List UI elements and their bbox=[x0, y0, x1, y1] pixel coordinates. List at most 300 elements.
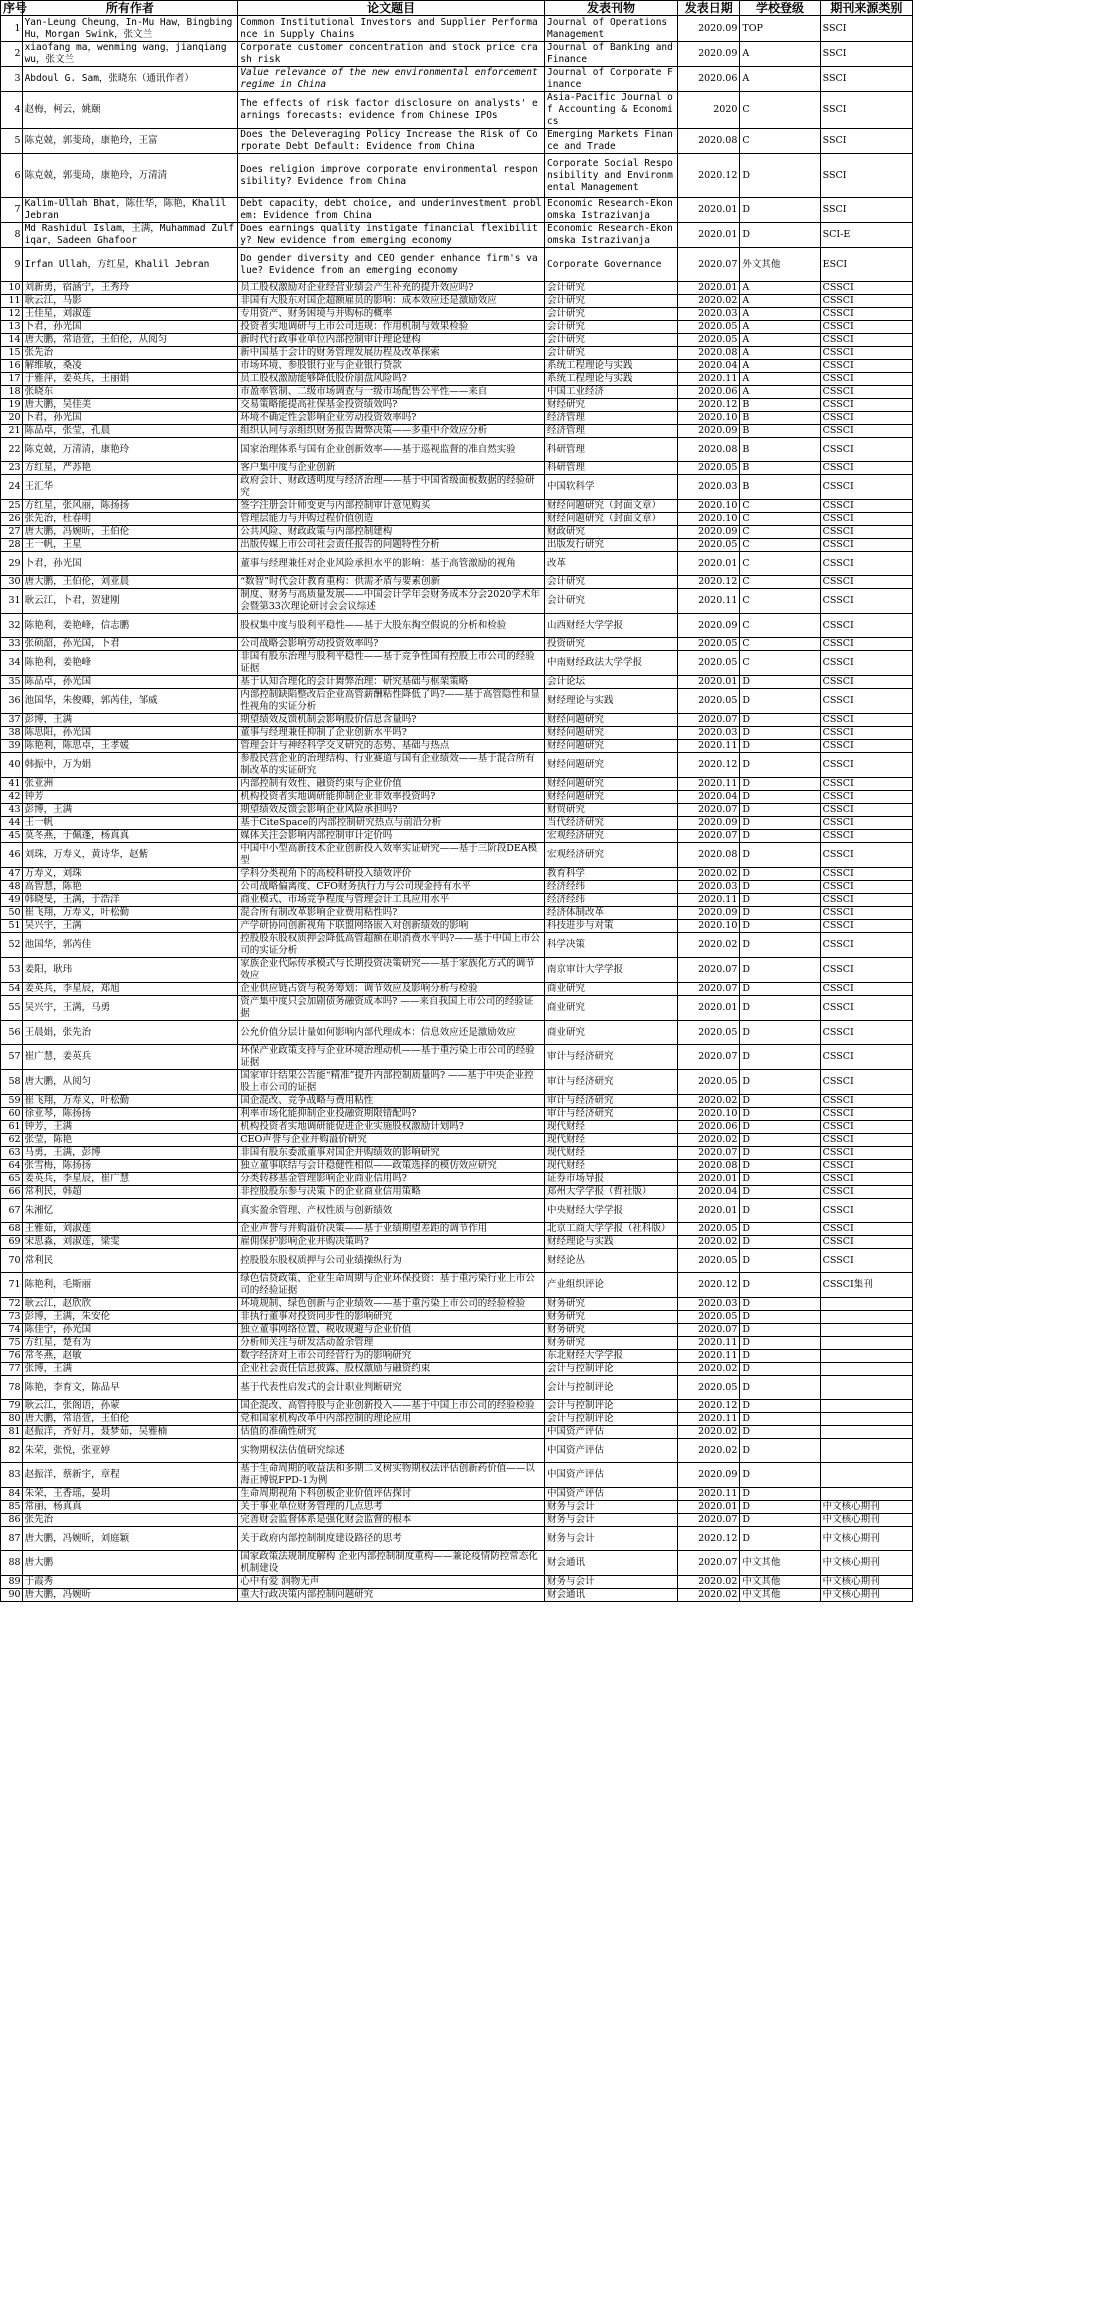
cell-source: CSSCI bbox=[820, 589, 912, 614]
cell-title: 机构投资者实地调研能抑制企业非效率投资吗? bbox=[238, 791, 545, 804]
cell-no: 5 bbox=[1, 129, 23, 154]
cell-no: 16 bbox=[1, 360, 23, 373]
table-row bbox=[1, 996, 913, 1021]
cell-no: 74 bbox=[1, 1324, 23, 1337]
cell-authors: 崔飞翔，万寿义，叶松勤 bbox=[22, 1095, 238, 1108]
cell-source: 中文核心期刊 bbox=[820, 1576, 912, 1589]
table-row bbox=[1, 589, 913, 614]
cell-journal: 会计研究 bbox=[545, 347, 678, 360]
cell-date: 2020.02 bbox=[678, 295, 740, 308]
cell-title: 管理会计与神经科学交叉研究的态势、基础与热点 bbox=[238, 740, 545, 753]
cell-journal: Journal of Corporate Finance bbox=[545, 67, 678, 92]
cell-title: 董事与经理兼任抑制了企业创新水平吗? bbox=[238, 727, 545, 740]
cell-title: 分类转移基金管理影响企业商业信用吗? bbox=[238, 1173, 545, 1186]
cell-title: Does earnings quality instigate financial flexibility? New evidence from emerging economy bbox=[238, 223, 545, 248]
cell-grade: D bbox=[740, 830, 820, 843]
table-row bbox=[1, 983, 913, 996]
cell-journal: 中国软科学 bbox=[545, 475, 678, 500]
header-no: 序号 bbox=[1, 1, 23, 16]
cell-authors: 王一帆 bbox=[22, 817, 238, 830]
table-row bbox=[1, 223, 913, 248]
cell-authors: 陈克兢，万清清，康艳玲 bbox=[22, 438, 238, 462]
table-row bbox=[1, 462, 913, 475]
cell-date: 2020.09 bbox=[678, 817, 740, 830]
cell-journal: Emerging Markets Finance and Trade bbox=[545, 129, 678, 154]
cell-grade: D bbox=[740, 843, 820, 868]
cell-source: CSSCI bbox=[820, 1070, 912, 1095]
cell-date: 2020.02 bbox=[678, 1589, 740, 1602]
cell-source: CSSCI bbox=[820, 920, 912, 933]
cell-authors: 陈佳宁，孙光国 bbox=[22, 1324, 238, 1337]
cell-title: 控股股东股权质押会降低高管超额在职消费水平吗?——基于中国上市公司的实证分析 bbox=[238, 933, 545, 958]
cell-source: CSSCI bbox=[820, 321, 912, 334]
cell-date: 2020.03 bbox=[678, 308, 740, 321]
cell-date: 2020.02 bbox=[678, 1576, 740, 1589]
cell-authors: 王佳星，刘淑莲 bbox=[22, 308, 238, 321]
table-row bbox=[1, 1199, 913, 1223]
cell-no: 61 bbox=[1, 1121, 23, 1134]
cell-source bbox=[820, 1350, 912, 1363]
cell-journal: Asia-Pacific Journal of Accounting & Economics bbox=[545, 92, 678, 129]
cell-journal: 财经理论与实践 bbox=[545, 689, 678, 714]
cell-grade: D bbox=[740, 740, 820, 753]
cell-journal: 宏观经济研究 bbox=[545, 830, 678, 843]
cell-authors: 常利民 bbox=[22, 1249, 238, 1273]
cell-no: 42 bbox=[1, 791, 23, 804]
table-row bbox=[1, 727, 913, 740]
cell-no: 79 bbox=[1, 1400, 23, 1413]
cell-authors: 彭博，王满 bbox=[22, 714, 238, 727]
cell-title: Does the Deleveraging Policy Increase the Risk of Corporate Debt Default: Evidence from China bbox=[238, 129, 545, 154]
cell-authors: 耿云江，张阁语，孙蒙 bbox=[22, 1400, 238, 1413]
cell-journal: 财务研究 bbox=[545, 1337, 678, 1350]
table-row bbox=[1, 933, 913, 958]
cell-journal: 会计研究 bbox=[545, 321, 678, 334]
cell-source: CSSCI bbox=[820, 1108, 912, 1121]
cell-authors: 刘珠，万寿义，黄诗华，赵紫 bbox=[22, 843, 238, 868]
cell-grade: B bbox=[740, 475, 820, 500]
table-row bbox=[1, 1514, 913, 1527]
cell-grade: D bbox=[740, 804, 820, 817]
cell-date: 2020.01 bbox=[678, 1199, 740, 1223]
cell-no: 35 bbox=[1, 676, 23, 689]
table-row bbox=[1, 1413, 913, 1426]
cell-grade: D bbox=[740, 1249, 820, 1273]
table-row bbox=[1, 843, 913, 868]
table-row bbox=[1, 1324, 913, 1337]
cell-source: CSSCI bbox=[820, 676, 912, 689]
cell-journal: 财贸研究 bbox=[545, 804, 678, 817]
cell-date: 2020.05 bbox=[678, 539, 740, 552]
cell-date: 2020.07 bbox=[678, 958, 740, 983]
cell-journal: 现代财经 bbox=[545, 1147, 678, 1160]
cell-journal: 会计研究 bbox=[545, 589, 678, 614]
cell-date: 2020.11 bbox=[678, 1488, 740, 1501]
cell-journal: 系统工程理论与实践 bbox=[545, 360, 678, 373]
cell-source: SSCI bbox=[820, 42, 912, 67]
cell-title: 雇佣保护影响企业并购决策吗? bbox=[238, 1236, 545, 1249]
cell-no: 90 bbox=[1, 1589, 23, 1602]
cell-no: 39 bbox=[1, 740, 23, 753]
cell-authors: 唐大鹏，吴佳美 bbox=[22, 399, 238, 412]
cell-date: 2020.11 bbox=[678, 1337, 740, 1350]
cell-date: 2020.05 bbox=[678, 1249, 740, 1273]
cell-grade: D bbox=[740, 1045, 820, 1070]
cell-no: 62 bbox=[1, 1134, 23, 1147]
table-row bbox=[1, 552, 913, 576]
cell-grade: A bbox=[740, 373, 820, 386]
cell-title: 环境不确定性会影响企业劳动投资效率吗? bbox=[238, 412, 545, 425]
cell-title: 完善财会监督体系是强化财会监督的根本 bbox=[238, 1514, 545, 1527]
table-row bbox=[1, 894, 913, 907]
cell-date: 2020.02 bbox=[678, 868, 740, 881]
cell-source: CSSCI bbox=[820, 1134, 912, 1147]
cell-no: 26 bbox=[1, 513, 23, 526]
cell-no: 67 bbox=[1, 1199, 23, 1223]
cell-journal: 会计研究 bbox=[545, 295, 678, 308]
cell-authors: 张先治 bbox=[22, 347, 238, 360]
cell-source: CSSCI bbox=[820, 1160, 912, 1173]
table-row bbox=[1, 638, 913, 651]
cell-journal: Journal of Operations Management bbox=[545, 16, 678, 42]
cell-journal: 财经问题研究 bbox=[545, 778, 678, 791]
cell-authors: Kalim-Ullah Bhat，陈仕华，陈艳，Khalil Jebran bbox=[22, 198, 238, 223]
cell-source: CSSCI bbox=[820, 1121, 912, 1134]
cell-source: SSCI bbox=[820, 198, 912, 223]
cell-journal: 财务与会计 bbox=[545, 1514, 678, 1527]
cell-authors: 崔飞翔，万寿义，叶松勤 bbox=[22, 907, 238, 920]
cell-no: 22 bbox=[1, 438, 23, 462]
table-row bbox=[1, 1160, 913, 1173]
cell-authors: 陈艳，李育文，陈品早 bbox=[22, 1376, 238, 1400]
cell-title: 非执行董事对投资同步性的影响研究 bbox=[238, 1311, 545, 1324]
cell-journal: 出版发行研究 bbox=[545, 539, 678, 552]
table-row bbox=[1, 1463, 913, 1488]
cell-title: 混合所有制改革影响企业费用粘性吗? bbox=[238, 907, 545, 920]
cell-journal: Journal of Banking and Finance bbox=[545, 42, 678, 67]
cell-title: 员工股权激励对企业经营业绩会产生补充的提升效应吗? bbox=[238, 282, 545, 295]
cell-grade: D bbox=[740, 1363, 820, 1376]
cell-title: “数智”时代会计教育重构：供需矛盾与要素创新 bbox=[238, 576, 545, 589]
cell-title: 专用资产、财务困境与并购标的概率 bbox=[238, 308, 545, 321]
table-row bbox=[1, 651, 913, 676]
cell-authors: 耿云江，马影 bbox=[22, 295, 238, 308]
cell-date: 2020.01 bbox=[678, 1501, 740, 1514]
cell-date: 2020.02 bbox=[678, 1236, 740, 1249]
cell-date: 2020.03 bbox=[678, 881, 740, 894]
table-row bbox=[1, 1576, 913, 1589]
table-row bbox=[1, 1186, 913, 1199]
cell-journal: 中南财经政法大学学报 bbox=[545, 651, 678, 676]
cell-journal: 教育科学 bbox=[545, 868, 678, 881]
table-row bbox=[1, 1400, 913, 1413]
cell-grade: D bbox=[740, 778, 820, 791]
cell-journal: 财务与会计 bbox=[545, 1527, 678, 1551]
cell-source: CSSCI bbox=[820, 689, 912, 714]
cell-journal: 审计与经济研究 bbox=[545, 1070, 678, 1095]
cell-date: 2020.05 bbox=[678, 334, 740, 347]
cell-source: CSSCI bbox=[820, 881, 912, 894]
table-row bbox=[1, 1527, 913, 1551]
cell-source: 中文核心期刊 bbox=[820, 1589, 912, 1602]
cell-grade: D bbox=[740, 727, 820, 740]
cell-date: 2020.06 bbox=[678, 386, 740, 399]
cell-authors: 马勇，王满，彭博 bbox=[22, 1147, 238, 1160]
cell-title: Do gender diversity and CEO gender enhance firm's value? Evidence from an emerging economy bbox=[238, 248, 545, 282]
cell-journal: 经济经纬 bbox=[545, 894, 678, 907]
cell-no: 28 bbox=[1, 539, 23, 552]
cell-authors: 唐大鹏，王伯伦，刘亚晨 bbox=[22, 576, 238, 589]
cell-title: 制度、财务与高质量发展——中国会计学年会财务成本分会2020学术年会暨第33次理论研讨会会议综述 bbox=[238, 589, 545, 614]
cell-no: 49 bbox=[1, 894, 23, 907]
cell-source: CSSCI bbox=[820, 791, 912, 804]
cell-journal: 当代经济研究 bbox=[545, 817, 678, 830]
cell-grade: C bbox=[740, 92, 820, 129]
cell-source: SSCI bbox=[820, 129, 912, 154]
cell-source: SSCI bbox=[820, 92, 912, 129]
cell-title: 绿色信贷政策、企业生命周期与企业环保投资：基于重污染行业上市公司的经验证据 bbox=[238, 1273, 545, 1298]
cell-grade: 中文其他 bbox=[740, 1551, 820, 1576]
cell-grade: A bbox=[740, 386, 820, 399]
table-row bbox=[1, 308, 913, 321]
cell-source bbox=[820, 1463, 912, 1488]
cell-title: 独立董事网络位置、税收规避与企业价值 bbox=[238, 1324, 545, 1337]
table-row bbox=[1, 1249, 913, 1273]
cell-source: CSSCI bbox=[820, 334, 912, 347]
cell-grade: A bbox=[740, 334, 820, 347]
cell-no: 32 bbox=[1, 614, 23, 638]
cell-source: CSSCI bbox=[820, 753, 912, 778]
cell-date: 2020.07 bbox=[678, 1514, 740, 1527]
cell-no: 37 bbox=[1, 714, 23, 727]
cell-grade: D bbox=[740, 676, 820, 689]
cell-authors: 韩晓旻，王满，于浩洋 bbox=[22, 894, 238, 907]
cell-grade: C bbox=[740, 576, 820, 589]
cell-grade: D bbox=[740, 1199, 820, 1223]
table-row bbox=[1, 1236, 913, 1249]
table-row bbox=[1, 129, 913, 154]
cell-no: 64 bbox=[1, 1160, 23, 1173]
table-row bbox=[1, 1095, 913, 1108]
cell-no: 38 bbox=[1, 727, 23, 740]
cell-title: 控股股东股权质押与公司业绩操纵行为 bbox=[238, 1249, 545, 1273]
cell-source: CSSCI bbox=[820, 958, 912, 983]
cell-journal: 科技进步与对策 bbox=[545, 920, 678, 933]
header-source: 期刊来源类别 bbox=[820, 1, 912, 16]
table-row bbox=[1, 676, 913, 689]
cell-title: 非国有股东委派董事对国企并购绩效的影响研究 bbox=[238, 1147, 545, 1160]
cell-grade: D bbox=[740, 1324, 820, 1337]
cell-source: CSSCI bbox=[820, 526, 912, 539]
table-row bbox=[1, 817, 913, 830]
cell-source: CSSCI bbox=[820, 386, 912, 399]
cell-journal: 现代财经 bbox=[545, 1134, 678, 1147]
cell-no: 47 bbox=[1, 868, 23, 881]
cell-grade: C bbox=[740, 513, 820, 526]
table-body bbox=[1, 16, 913, 1602]
cell-grade: D bbox=[740, 1426, 820, 1439]
cell-title: 国家审计结果公告能“精准”提升内部控制质量吗? ——基于中央企业控股上市公司的证据 bbox=[238, 1070, 545, 1095]
table-row bbox=[1, 1376, 913, 1400]
cell-date: 2020.01 bbox=[678, 676, 740, 689]
cell-authors: 朱荣，张悦，张亚婷 bbox=[22, 1439, 238, 1463]
cell-title: 独立董事联结与会计稳健性相似——政策选择的模仿效应研究 bbox=[238, 1160, 545, 1173]
cell-authors: 王汇华 bbox=[22, 475, 238, 500]
table-row bbox=[1, 778, 913, 791]
cell-grade: A bbox=[740, 360, 820, 373]
cell-authors: 陈艳利，姜艳峰，信志鹏 bbox=[22, 614, 238, 638]
cell-date: 2020.07 bbox=[678, 983, 740, 996]
cell-date: 2020.09 bbox=[678, 907, 740, 920]
cell-date: 2020.05 bbox=[678, 1223, 740, 1236]
cell-source: CSSCI bbox=[820, 817, 912, 830]
cell-grade: A bbox=[740, 321, 820, 334]
cell-source: SSCI bbox=[820, 16, 912, 42]
cell-date: 2020.06 bbox=[678, 1121, 740, 1134]
cell-no: 18 bbox=[1, 386, 23, 399]
cell-journal: 现代财经 bbox=[545, 1160, 678, 1173]
cell-title: CEO声誉与企业并购溢价研究 bbox=[238, 1134, 545, 1147]
cell-journal: 投资研究 bbox=[545, 638, 678, 651]
cell-date: 2020.09 bbox=[678, 614, 740, 638]
cell-authors: 张博，王满 bbox=[22, 1363, 238, 1376]
cell-date: 2020.07 bbox=[678, 1147, 740, 1160]
cell-authors: 唐大鹏，常语萱，王伯伦，从阅匀 bbox=[22, 334, 238, 347]
cell-date: 2020.01 bbox=[678, 996, 740, 1021]
cell-no: 13 bbox=[1, 321, 23, 334]
cell-no: 2 bbox=[1, 42, 23, 67]
cell-source: 中文核心期刊 bbox=[820, 1527, 912, 1551]
cell-source: CSSCI bbox=[820, 1186, 912, 1199]
cell-source bbox=[820, 1426, 912, 1439]
cell-date: 2020.11 bbox=[678, 373, 740, 386]
cell-grade: C bbox=[740, 552, 820, 576]
cell-source: CSSCI bbox=[820, 804, 912, 817]
cell-authors: 唐大鹏，常语萱，王伯伦 bbox=[22, 1413, 238, 1426]
cell-authors: 彭博，王满 bbox=[22, 804, 238, 817]
cell-date: 2020.07 bbox=[678, 1551, 740, 1576]
cell-no: 12 bbox=[1, 308, 23, 321]
cell-grade: D bbox=[740, 881, 820, 894]
cell-date: 2020.12 bbox=[678, 154, 740, 198]
cell-no: 73 bbox=[1, 1311, 23, 1324]
table-row bbox=[1, 321, 913, 334]
cell-date: 2020.09 bbox=[678, 526, 740, 539]
cell-journal: 财政研究 bbox=[545, 526, 678, 539]
cell-journal: 会计与控制评论 bbox=[545, 1400, 678, 1413]
cell-authors: Yan-Leung Cheung，In-Mu Haw，Bingbing Hu，Morgan Swink，张文兰 bbox=[22, 16, 238, 42]
cell-authors: 朱湘忆 bbox=[22, 1199, 238, 1223]
cell-journal: 财务与会计 bbox=[545, 1501, 678, 1514]
cell-title: 内部控制缺陷整改后企业高管薪酬粘性降低了吗?——基于高管隐性和显性视角的实证分析 bbox=[238, 689, 545, 714]
cell-grade: A bbox=[740, 282, 820, 295]
cell-title: 内部控制有效性、融资约束与企业价值 bbox=[238, 778, 545, 791]
cell-journal: 经济管理 bbox=[545, 425, 678, 438]
cell-source: CSSCI bbox=[820, 1021, 912, 1045]
cell-grade: D bbox=[740, 1070, 820, 1095]
cell-journal: 经济体制改革 bbox=[545, 907, 678, 920]
cell-grade: 中文其他 bbox=[740, 1576, 820, 1589]
cell-title: 企业社会责任信息披露、股权激励与融资约束 bbox=[238, 1363, 545, 1376]
cell-title: 利率市场化能抑制企业投融资期限错配吗? bbox=[238, 1108, 545, 1121]
cell-grade: D bbox=[740, 817, 820, 830]
cell-grade: D bbox=[740, 1514, 820, 1527]
cell-date: 2020.08 bbox=[678, 843, 740, 868]
cell-date: 2020.05 bbox=[678, 1070, 740, 1095]
cell-date: 2020.07 bbox=[678, 804, 740, 817]
cell-source: CSSCI bbox=[820, 539, 912, 552]
table-row bbox=[1, 881, 913, 894]
table-row bbox=[1, 1147, 913, 1160]
cell-authors: 姜英兵，李星辰，崔广慧 bbox=[22, 1173, 238, 1186]
cell-no: 33 bbox=[1, 638, 23, 651]
cell-grade: A bbox=[740, 295, 820, 308]
cell-grade: D bbox=[740, 1147, 820, 1160]
cell-authors: 池国华，郭芮佳 bbox=[22, 933, 238, 958]
cell-no: 53 bbox=[1, 958, 23, 983]
cell-journal: 商业研究 bbox=[545, 983, 678, 996]
table-row bbox=[1, 1134, 913, 1147]
cell-grade: A bbox=[740, 347, 820, 360]
cell-authors: 赵振洋，齐好月，聂梦茹，吴雅楠 bbox=[22, 1426, 238, 1439]
cell-grade: A bbox=[740, 67, 820, 92]
cell-no: 50 bbox=[1, 907, 23, 920]
cell-title: Common Institutional Investors and Supplier Performance in Supply Chains bbox=[238, 16, 545, 42]
table-row bbox=[1, 1045, 913, 1070]
cell-title: 环境规制、绿色创新与企业绩效——基于重污染上市公司的经验检验 bbox=[238, 1298, 545, 1311]
cell-date: 2020.04 bbox=[678, 791, 740, 804]
cell-no: 65 bbox=[1, 1173, 23, 1186]
cell-date: 2020.02 bbox=[678, 933, 740, 958]
cell-authors: Md Rashidul Islam，王满，Muhammad Zulfiqar，Sadeen Ghafoor bbox=[22, 223, 238, 248]
cell-authors: 韩振中，万为娟 bbox=[22, 753, 238, 778]
cell-date: 2020.04 bbox=[678, 1186, 740, 1199]
header-authors: 所有作者 bbox=[22, 1, 238, 16]
cell-title: 家族企业代际传承模式与长期投资决策研究——基于家族化方式的调节效应 bbox=[238, 958, 545, 983]
table-row bbox=[1, 740, 913, 753]
cell-grade: D bbox=[740, 1350, 820, 1363]
cell-authors: 方红星，严苏艳 bbox=[22, 462, 238, 475]
cell-date: 2020.07 bbox=[678, 714, 740, 727]
cell-date: 2020.10 bbox=[678, 500, 740, 513]
cell-grade: D bbox=[740, 1121, 820, 1134]
table-row bbox=[1, 1311, 913, 1324]
cell-authors: 钟芳 bbox=[22, 791, 238, 804]
cell-source: CSSCI bbox=[820, 500, 912, 513]
cell-source: CSSCI bbox=[820, 727, 912, 740]
cell-authors: 钟芳，王满 bbox=[22, 1121, 238, 1134]
cell-grade: 中文其他 bbox=[740, 1589, 820, 1602]
cell-no: 70 bbox=[1, 1249, 23, 1273]
cell-source bbox=[820, 1413, 912, 1426]
cell-journal: 会计研究 bbox=[545, 576, 678, 589]
cell-title: 分析师关注与研发活动盈余管理 bbox=[238, 1337, 545, 1350]
cell-grade: D bbox=[740, 920, 820, 933]
cell-authors: 彭博，王满，朱安伦 bbox=[22, 1311, 238, 1324]
cell-source bbox=[820, 1298, 912, 1311]
cell-no: 41 bbox=[1, 778, 23, 791]
cell-date: 2020.05 bbox=[678, 638, 740, 651]
cell-grade: D bbox=[740, 1439, 820, 1463]
cell-authors: 张亚洲 bbox=[22, 778, 238, 791]
cell-journal: 财会通讯 bbox=[545, 1589, 678, 1602]
cell-source: CSSCI bbox=[820, 1199, 912, 1223]
cell-source: CSSCI bbox=[820, 475, 912, 500]
cell-date: 2020.08 bbox=[678, 347, 740, 360]
cell-date: 2020.05 bbox=[678, 651, 740, 676]
cell-journal: 会计与控制评论 bbox=[545, 1376, 678, 1400]
cell-authors: 赵梅，柯云，姚颐 bbox=[22, 92, 238, 129]
